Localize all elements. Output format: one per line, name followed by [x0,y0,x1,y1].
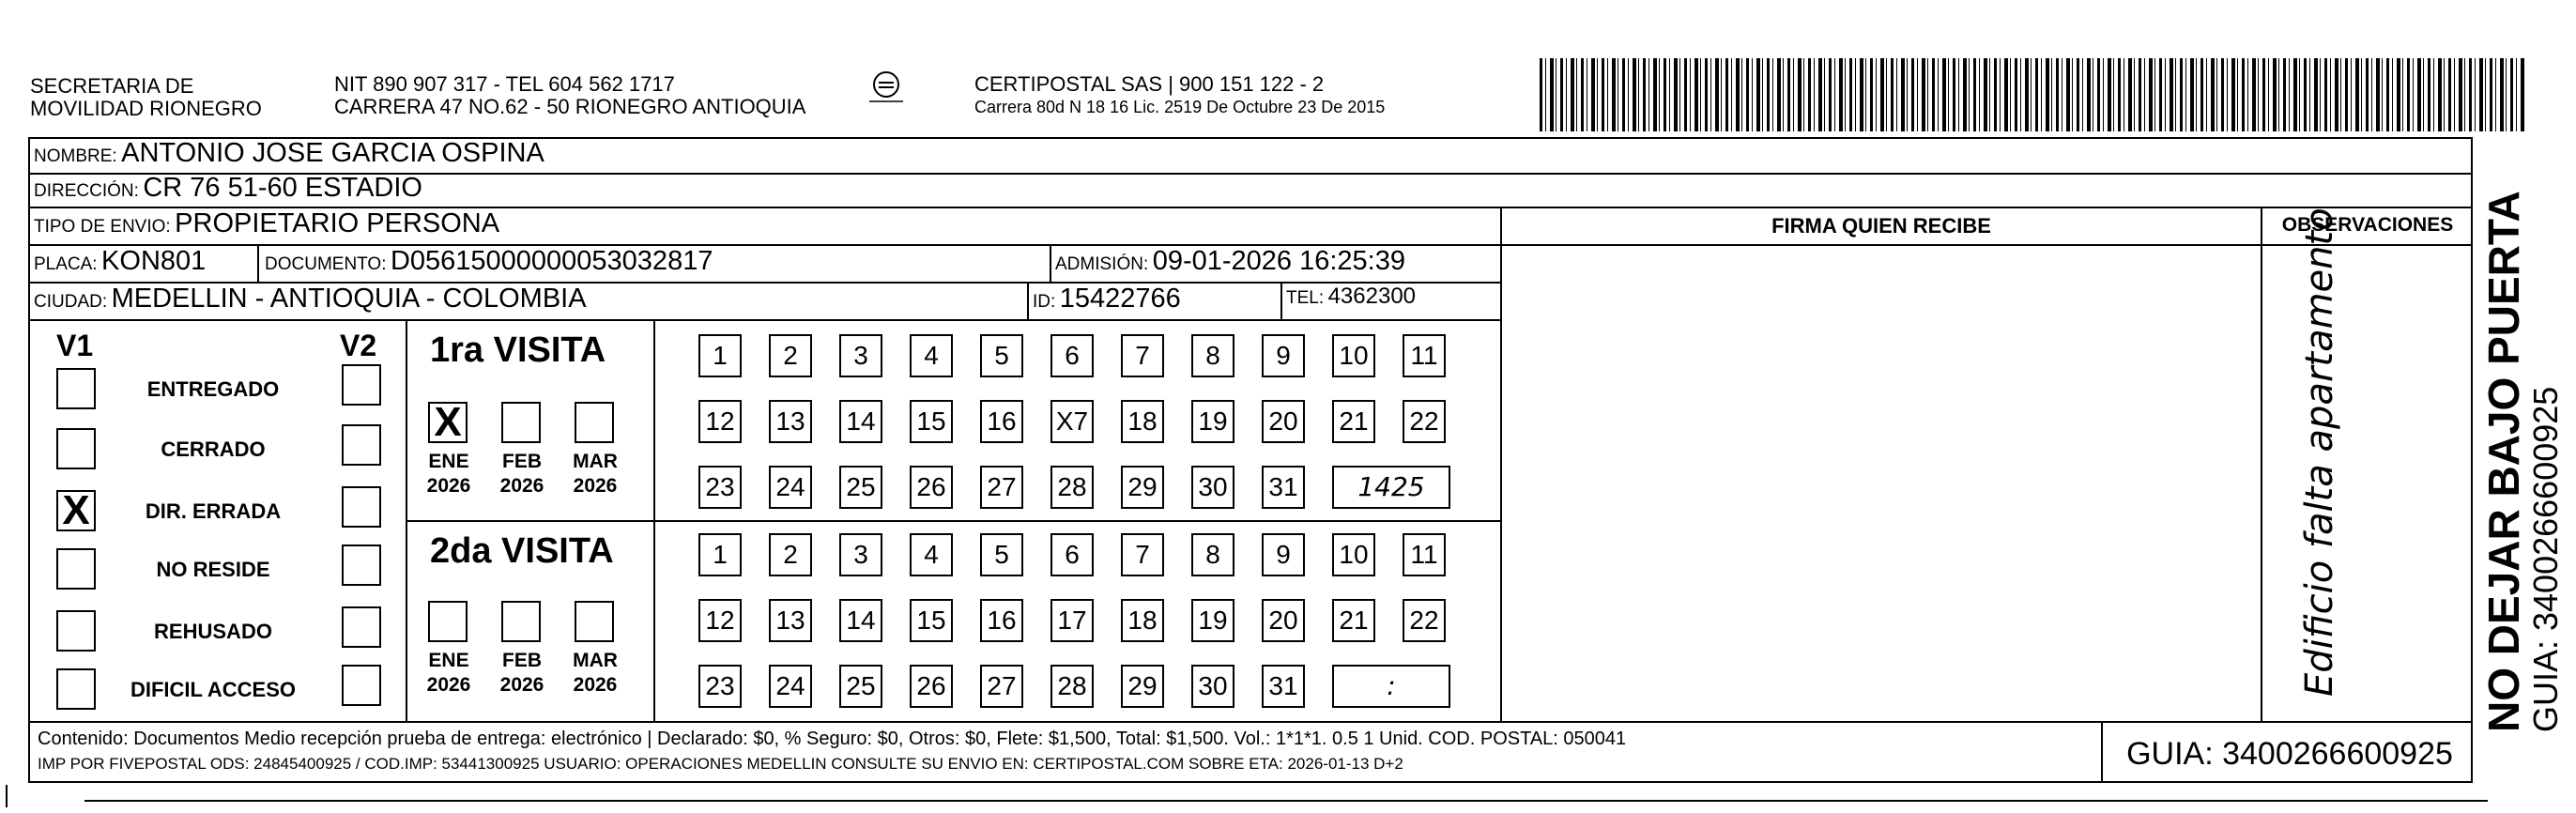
day-box[interactable]: 28 [1050,665,1094,708]
footer-imp-line: IMP POR FIVEPOSTAL ODS: 24845400925 / COD.IMP: 53441300925 USUARIO: OPERACIONES MEDELLIN CONSULTE SU ENVIO EN: CERTIPOSTAL.COM SOBRE ETA: 2026-01-13 D+2 [38,755,1403,773]
footer-guia: GUIA: 3400266600925 [2126,736,2453,772]
day-box[interactable]: 20 [1262,599,1305,642]
documento-cell: DOCUMENTO: D05615000000053032817 [265,246,713,276]
barcode [1540,58,2525,131]
day-box[interactable]: 16 [980,400,1023,443]
observaciones-handwriting: Edificio falta apartamento [2298,207,2341,697]
day-box[interactable]: 24 [769,665,812,708]
day-box[interactable]: 12 [698,599,742,642]
v1-label: V1 [56,329,94,362]
day-box[interactable]: 20 [1262,400,1305,443]
v1-checkbox[interactable] [56,668,96,710]
tipo-envio-row: TIPO DE ENVIO: PROPIETARIO PERSONA [34,208,500,238]
day-box[interactable]: 11 [1403,334,1446,377]
day-box[interactable]: 22 [1403,400,1446,443]
day-box[interactable]: 23 [698,466,742,509]
month-label: FEB [502,650,542,671]
day-box[interactable]: 28 [1050,466,1094,509]
ciudad-cell: CIUDAD: MEDELLIN - ANTIOQUIA - COLOMBIA [34,284,587,314]
day-box[interactable]: 22 [1403,599,1446,642]
v2-label: V2 [340,329,377,362]
day-box[interactable]: 30 [1191,466,1234,509]
day-box[interactable]: 10 [1332,533,1375,576]
month-year: 2026 [499,674,544,696]
nombre-row: NOMBRE: ANTONIO JOSE GARCIA OSPINA [34,138,544,168]
v2-checkbox[interactable] [342,606,381,648]
day-box[interactable]: 25 [839,665,882,708]
day-box[interactable]: 19 [1191,599,1234,642]
day-box[interactable]: 10 [1332,334,1375,377]
day-box[interactable]: 29 [1121,466,1164,509]
day-box[interactable]: 4 [910,334,953,377]
day-box[interactable]: X7 [1050,400,1094,443]
nit-info: NIT 890 907 317 - TEL 604 562 1717 CARRERA 47 NO.62 - 50 RIONEGRO ANTIOQUIA [334,72,806,118]
day-box[interactable]: 26 [910,466,953,509]
v2-checkbox[interactable] [342,424,381,466]
visit2-title: 2da VISITA [430,531,614,571]
day-box[interactable]: 31 [1262,665,1305,708]
month-year: 2026 [573,475,618,497]
month-checkbox[interactable] [501,601,541,642]
v1-checkbox[interactable] [56,610,96,652]
placa-cell: PLACA: KON801 [34,246,207,276]
visit-time-box[interactable]: : [1332,665,1450,708]
day-box[interactable]: 18 [1121,599,1164,642]
day-box[interactable]: 26 [910,665,953,708]
day-box[interactable]: 1 [698,533,742,576]
day-box[interactable]: 1 [698,334,742,377]
month-checkbox[interactable] [575,402,614,443]
status-label: ENTREGADO [146,377,280,401]
month-year: 2026 [426,475,471,497]
month-checkbox[interactable] [575,601,614,642]
day-box[interactable]: 24 [769,466,812,509]
day-box[interactable]: 9 [1262,533,1305,576]
firma-label: FIRMA QUIEN RECIBE [1771,214,1991,238]
day-box[interactable]: 3 [839,533,882,576]
month-label: ENE [428,451,469,472]
footer-content-line: Contenido: Documentos Medio recepción prueba de entrega: electrónico | Declarado: $0, % Seguro: $0, Otros: $0, Flete: $1,500, Total: $1,500. Vol.: 1*1*1. 0.5 1 Unid. COD. POSTAL: 050041 [38,729,1627,749]
month-year: 2026 [573,674,618,696]
day-box[interactable]: 7 [1121,334,1164,377]
day-box[interactable]: 27 [980,665,1023,708]
day-box[interactable]: 17 [1050,599,1094,642]
day-box[interactable]: 8 [1191,334,1234,377]
month-year: 2026 [426,674,471,696]
day-box[interactable]: 13 [769,400,812,443]
v1-checkbox[interactable] [56,368,96,409]
day-box[interactable]: 29 [1121,665,1164,708]
status-label: REHUSADO [154,620,272,643]
v2-checkbox[interactable] [342,665,381,706]
side-notice: NO DEJAR BAJO PUERTA GUIA: 3400266600925 [2479,191,2565,732]
certipostal-logo-icon [867,69,905,107]
visit-time-box[interactable]: 1425 [1332,466,1450,509]
month-year: 2026 [499,475,544,497]
month-checkbox[interactable] [428,601,468,642]
visit1-title: 1ra VISITA [430,330,606,370]
month-label: MAR [573,451,618,472]
v1-checkbox[interactable]: X [56,490,96,531]
day-box[interactable]: 31 [1262,466,1305,509]
day-box[interactable]: 2 [769,334,812,377]
month-checkbox[interactable] [501,402,541,443]
day-box[interactable]: 23 [698,665,742,708]
month-label: MAR [573,650,618,671]
day-box[interactable]: 2 [769,533,812,576]
month-label: ENE [428,650,469,671]
month-label: FEB [502,451,542,472]
day-box[interactable]: 6 [1050,533,1094,576]
day-box[interactable]: 13 [769,599,812,642]
day-box[interactable]: 15 [910,400,953,443]
day-box[interactable]: 16 [980,599,1023,642]
day-box[interactable]: 7 [1121,533,1164,576]
day-box[interactable]: 21 [1332,400,1375,443]
day-box[interactable]: 19 [1191,400,1234,443]
org-name: SECRETARIA DE MOVILIDAD RIONEGRO [30,74,262,120]
carrier-info: CERTIPOSTAL SAS | 900 151 122 - 2 Carrera 80d N 18 16 Lic. 2519 De Octubre 23 De 2015 [974,72,1386,116]
day-box[interactable]: 11 [1403,533,1446,576]
status-label: NO RESIDE [156,558,270,581]
day-box[interactable]: 27 [980,466,1023,509]
v1-checkbox[interactable] [56,548,96,590]
day-box[interactable]: 6 [1050,334,1094,377]
day-box[interactable]: 25 [839,466,882,509]
day-box[interactable]: 9 [1262,334,1305,377]
day-box[interactable]: 12 [698,400,742,443]
month-checkbox[interactable]: X [428,402,468,443]
day-box[interactable]: 4 [910,533,953,576]
status-label: DIFICIL ACCESO [130,678,296,701]
status-label: DIR. ERRADA [145,499,282,523]
admision-cell: ADMISIÓN: 09-01-2026 16:25:39 [1055,246,1405,276]
day-box[interactable]: 30 [1191,665,1234,708]
day-box[interactable]: 3 [839,334,882,377]
day-box[interactable]: 5 [980,334,1023,377]
day-box[interactable]: 14 [839,599,882,642]
day-box[interactable]: 14 [839,400,882,443]
day-box[interactable]: 8 [1191,533,1234,576]
id-cell: ID: 15422766 [1033,284,1181,314]
observaciones-label: OBSERVACIONES [2281,214,2454,236]
tel-cell: TEL: 4362300 [1286,284,1417,309]
direccion-row: DIRECCIÓN: CR 76 51-60 ESTADIO [34,173,422,203]
v1-checkbox[interactable] [56,428,96,469]
v2-checkbox[interactable] [342,486,381,528]
v2-checkbox[interactable] [342,364,381,406]
day-box[interactable]: 5 [980,533,1023,576]
day-box[interactable]: 15 [910,599,953,642]
day-box[interactable]: 18 [1121,400,1164,443]
day-box[interactable]: 21 [1332,599,1375,642]
v2-checkbox[interactable] [342,545,381,586]
status-label: CERRADO [161,437,266,461]
